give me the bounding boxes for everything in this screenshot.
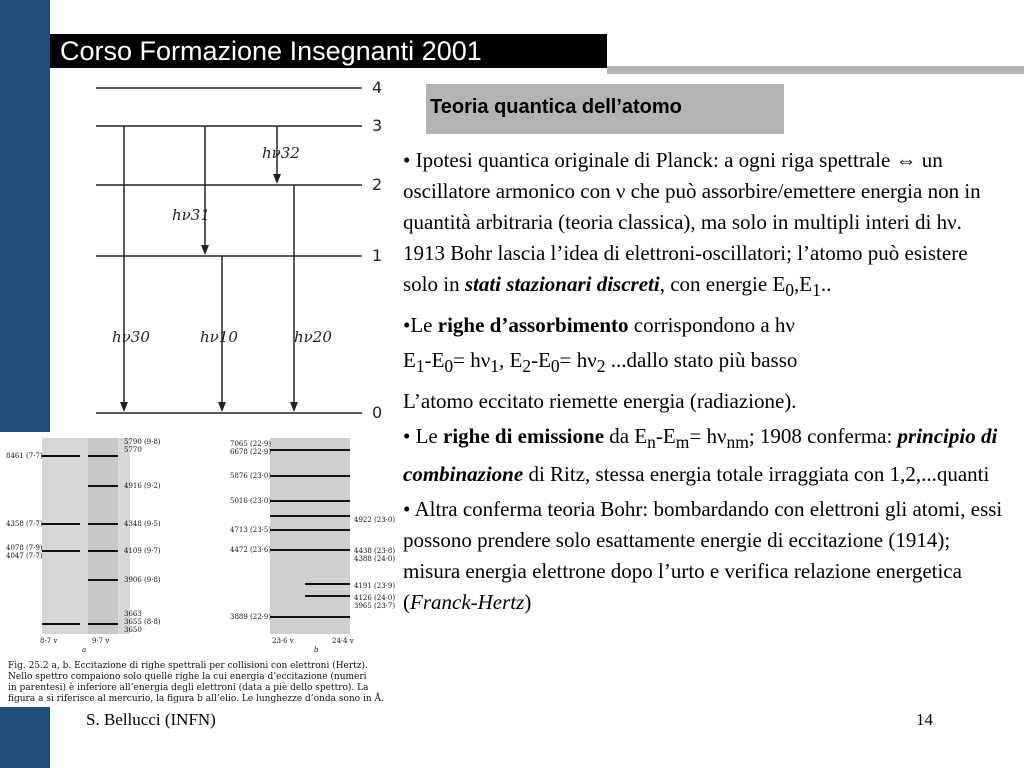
svg-text:4472 (23·6): 4472 (23·6)	[230, 546, 272, 554]
panel-b-label: b	[314, 646, 319, 654]
svg-text:8461 (7·7): 8461 (7·7)	[6, 452, 43, 460]
arrowhead-30	[120, 402, 128, 412]
spectra-svg	[0, 432, 396, 707]
svg-text:3655 (8·8): 3655 (8·8)	[124, 618, 161, 626]
svg-text:4358 (7·7): 4358 (7·7)	[6, 520, 43, 528]
panel-a-label: a	[82, 646, 87, 654]
header-title: Corso Formazione Insegnanti 2001	[60, 36, 482, 66]
spectrum-a-right-strip	[88, 438, 118, 634]
svg-text:3889 (22·9): 3889 (22·9)	[230, 613, 272, 621]
caption-line-3: in parentesi) è inferiore all’energia degli elettroni (data a piè dello spettro). La	[8, 683, 369, 693]
svg-text:4713 (23·5): 4713 (23·5)	[230, 526, 272, 534]
paragraph-franck-hertz: • Altra conferma teoria Bohr: bombardando con elettroni gli atomi, essi possono prendere solo esattamente energie di eccitazione (1914); misura energia elettrone dopo l’urto e verifica relazione energetica (Franck-Hertz)	[403, 496, 1003, 614]
transition-label-31: hν31	[172, 206, 210, 224]
transition-label-30: hν30	[112, 328, 150, 346]
arrowhead-32	[273, 174, 281, 184]
header-rule	[607, 66, 1024, 74]
svg-text:5790 (9·8): 5790 (9·8)	[124, 438, 161, 446]
svg-text:4438 (23·8): 4438 (23·8)	[354, 547, 396, 555]
paragraph-reemission: L’atomo eccitato riemette energia (radiazione).	[403, 389, 797, 414]
page-number: 14	[916, 710, 933, 729]
slide-subtitle: Teoria quantica dell’atomo	[430, 96, 682, 118]
paragraph-emission: • Le righe di emissione da $E_n-E_m= h\nu_{nm}$; 1908 conferma: principio di combinazione di Ritz, stessa energia totale irraggiata con 1,2,...quanti	[403, 424, 998, 486]
svg-text:24·4 v: 24·4 v	[332, 637, 354, 645]
svg-text:4126 (24·0): 4126 (24·0)	[354, 594, 396, 602]
svg-text:4348 (9·5): 4348 (9·5)	[124, 520, 161, 528]
footer-author: S. Bellucci (INFN)	[86, 710, 216, 729]
paragraph-absorption: •Le righe d’assorbimento corrispondono a hν	[403, 313, 795, 338]
caption-line-1: Fig. 25.2 a, b. Eccitazione di righe spettrali per collisioni con elettroni (Hertz).	[8, 661, 368, 671]
svg-text:4922 (23·0): 4922 (23·0)	[354, 516, 396, 524]
svg-text:5016 (23·0): 5016 (23·0)	[230, 497, 272, 505]
svg-text:4047 (7·7): 4047 (7·7)	[6, 552, 43, 560]
svg-text:9·7 v: 9·7 v	[92, 637, 110, 645]
level-label-3: 3	[372, 116, 383, 135]
level-label-4: 4	[372, 78, 383, 97]
svg-text:3906 (9·8): 3906 (9·8)	[124, 576, 161, 584]
caption-line-4: figura a si riferisce al mercurio, la figura b all’elio. Le lunghezze d’onda sono in Å.	[8, 694, 384, 704]
level-label-1: 1	[372, 246, 383, 265]
svg-text:4916 (9·2): 4916 (9·2)	[124, 482, 161, 490]
svg-text:4191 (23·9): 4191 (23·9)	[354, 582, 396, 590]
transition-label-32: hν32	[262, 144, 300, 162]
paragraph-planck: • Ipotesi quantica originale di Planck: a ogni riga spettrale ⇔ un oscillatore armonico con ν che può assorbire/emettere energia non in quantità arbitraria (teoria classica), ma solo in multipli interi di hν. 1913 Bohr lascia l’idea di elettroni-oscillatori; l’atomo può esistere solo in stati stazionari discreti, con energie $E_0,E_1$..	[403, 148, 981, 301]
svg-text:23·6 v: 23·6 v	[272, 637, 294, 645]
svg-text:5876 (23·0): 5876 (23·0)	[230, 472, 272, 480]
arrowhead-10	[218, 402, 226, 412]
svg-text:3965 (23·7): 3965 (23·7)	[354, 602, 396, 610]
svg-text:8·7 v: 8·7 v	[40, 637, 58, 645]
level-label-2: 2	[372, 175, 383, 194]
slide-body	[403, 145, 1003, 622]
paragraph-energy-relation: $E_1-E_0= h\nu_1$, $E_2-E_0= h\nu_2$ ...dallo stato più basso	[403, 348, 798, 377]
svg-text:4109 (9·7): 4109 (9·7)	[124, 547, 161, 555]
energy-level-diagram	[72, 68, 403, 428]
svg-text:7065 (22·9): 7065 (22·9)	[230, 440, 272, 448]
spectra-figure	[0, 432, 396, 707]
caption-line-2: Nello spettro compaiono solo quelle righe la cui energia d’eccitazione (numeri	[8, 672, 367, 682]
svg-text:6678 (22·9): 6678 (22·9)	[230, 448, 272, 456]
svg-text:4388 (24·0): 4388 (24·0)	[354, 555, 396, 563]
transition-label-20: hν20	[294, 328, 332, 346]
svg-text:5770: 5770	[124, 446, 142, 454]
arrowhead-31	[201, 245, 209, 255]
spectrum-b-strip	[270, 438, 350, 634]
arrowhead-20	[290, 402, 298, 412]
svg-text:4078 (7·9): 4078 (7·9)	[6, 544, 43, 552]
svg-text:3650: 3650	[124, 626, 142, 634]
svg-text:3663: 3663	[124, 610, 142, 618]
energy-level-svg	[72, 68, 403, 428]
level-label-0: 0	[372, 403, 383, 422]
transition-label-10: hν10	[200, 328, 238, 346]
